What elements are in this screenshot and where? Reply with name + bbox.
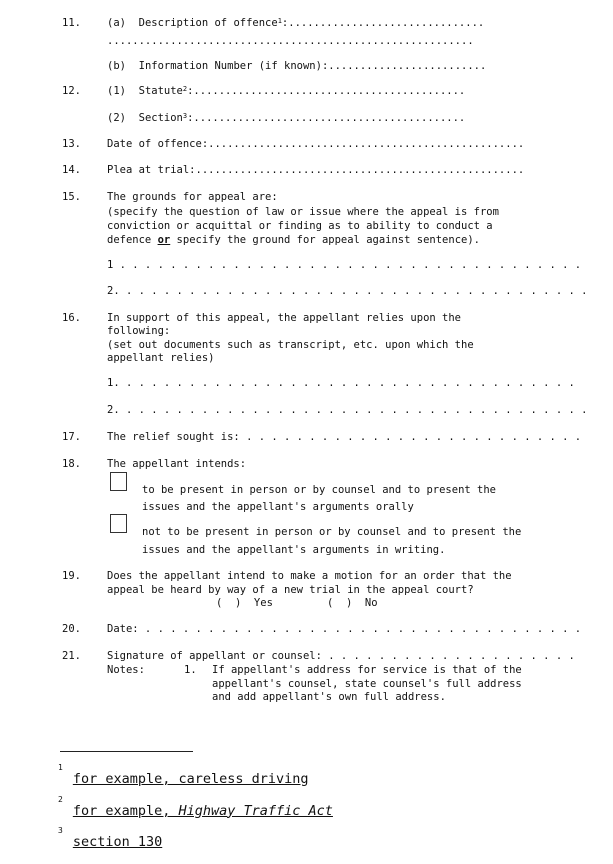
oral-option-line-2: issues and the appellant's arguments orally [142,501,414,513]
item-18-number: 18. [62,458,81,470]
footnote-1-text: for example, careless driving [72,770,309,787]
item-12-statute-line[interactable] [107,85,465,98]
note-1-line-2: appellant's counsel, state counsel's full address [212,678,522,690]
item-15-line-1: The grounds for appeal are: [107,191,278,203]
footnote-2-mark: 2 [58,795,63,804]
item-12-number: 12. [62,85,81,97]
relief-sought-field[interactable]: The relief sought is: . . . . . . . . . . . . . . . . . . . . . . . . . . . [107,431,582,443]
item-15-line-4: defence or specify the ground for appeal against sentence). [107,234,480,246]
item-11a-label: (a) [107,17,126,29]
written-option-line-2: issues and the appellant's arguments in writing. [142,544,446,556]
note-1-line-1: If appellant's address for service is that of the [212,664,522,676]
item-12-statute: Statute [138,85,183,97]
oral-option-checkbox[interactable] [110,472,127,491]
item-15-number: 15. [62,191,81,203]
footnote-rule [60,751,193,752]
item-16-line-4: appellant relies) [107,352,215,364]
item-12-section-line[interactable] [107,112,478,125]
yes-option[interactable]: ( ) Yes [216,597,273,609]
item-20-number: 20. [62,623,81,635]
footnote-3-mark: 3 [58,826,63,835]
no-option[interactable]: ( ) No [327,597,378,609]
item-11-number: 11. [62,17,81,29]
item-12-section: Section [138,112,183,124]
item-11b-line[interactable] [107,60,486,73]
item-11a-footnote-ref: 1 [277,17,282,25]
footnote-2 [58,795,333,819]
item-12-label-2: (2) [107,112,126,124]
written-option-checkbox[interactable] [110,514,127,533]
plea-at-trial-field[interactable]: Plea at trial:.................................................... [107,164,525,176]
ground-1-field[interactable]: 1 . . . . . . . . . . . . . . . . . . . . . . . . . . . . . . . . . . . . . [107,259,582,271]
item-19-number: 19. [62,570,81,582]
item-16-line-3: (set out documents such as transcript, etc. upon which the [107,339,474,351]
footnote-3-text: section 130 [72,833,163,850]
item-21-number: 21. [62,650,81,662]
footnote-1 [58,763,309,787]
footnote-2-text: for example, Highway Traffic Act [72,802,333,819]
item-12-section-dots: :........................................... [187,112,478,124]
item-12-label-1: (1) [107,85,126,97]
item-14-number: 14. [62,164,81,176]
date-of-offence-field[interactable]: Date of offence:.................................................. [107,138,525,150]
date-field[interactable]: Date: . . . . . . . . . . . . . . . . . . . . . . . . . . . . . . . . . . . [107,623,582,635]
item-17-number: 17. [62,431,81,443]
item-19-line-2: appeal be heard by way of a new trial in the appeal court? [107,584,474,596]
item-11b-label: (b) [107,60,126,72]
item-18-intro: The appellant intends: [107,458,247,470]
item-16-line-2: following: [107,325,171,337]
document-2-field[interactable]: 2. . . . . . . . . . . . . . . . . . . . . . . . . . . . . . . . . . . . . . [107,404,588,416]
item-11a-continuation[interactable]: .......................................................... [107,35,474,47]
signature-field[interactable]: Signature of appellant or counsel: . . . . . . . . . . . . . . . . . . . . [107,650,575,662]
ground-2-field[interactable]: 2. . . . . . . . . . . . . . . . . . . . . . . . . . . . . . . . . . . . . . [107,285,588,297]
item-16-line-1: In support of this appeal, the appellant relies upon the [107,312,462,324]
footnote-3 [58,826,163,850]
footnote-1-mark: 1 [58,763,63,772]
oral-option-line-1: to be present in person or by counsel and to present the [142,484,497,496]
item-19-line-1: Does the appellant intend to make a motion for an order that the [107,570,512,582]
written-option-line-1: not to be present in person or by counsel and to present the [142,526,522,538]
item-16-number: 16. [62,312,81,324]
item-13-number: 13. [62,138,81,150]
note-1-line-3: and add appellant's own full address. [212,691,446,703]
document-1-field[interactable]: 1. . . . . . . . . . . . . . . . . . . . . . . . . . . . . . . . . . . . . [107,377,575,389]
item-11a-line[interactable] [107,17,484,30]
item-12-footnote-ref-3: 3 [182,112,188,120]
item-11a-text: Description of offence [138,17,278,29]
item-12-footnote-ref-2: 2 [182,85,188,93]
item-15-line-3: conviction or acquittal or finding as to ability to conduct a [107,220,493,232]
item-12-statute-dots: :........................................... [187,85,466,97]
notes-label: Notes: [107,664,145,676]
item-11a-dots: :............................... [281,17,485,29]
or-emphasis: or [157,234,171,246]
note-1-number: 1. [184,664,197,676]
item-11b-text: Information Number (if known):......................... [138,60,487,72]
item-15-line-2: (specify the question of law or issue where the appeal is from [107,206,499,218]
